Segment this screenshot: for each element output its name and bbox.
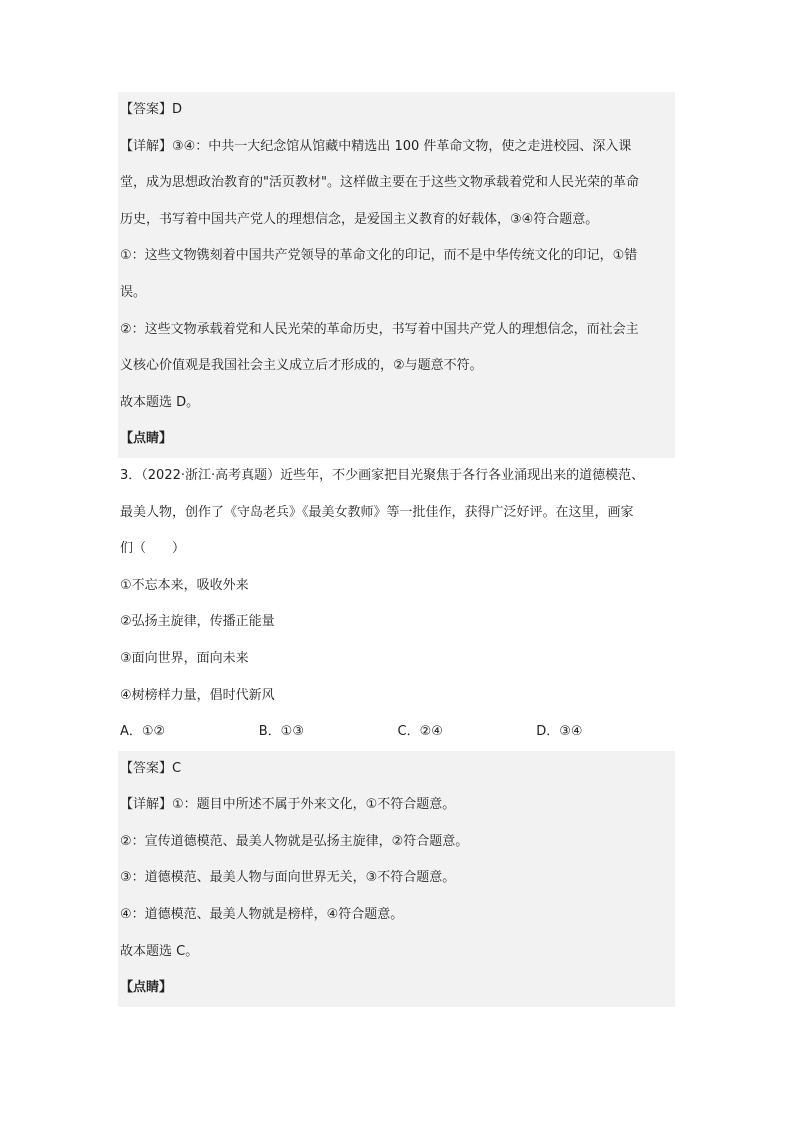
document-body [118, 92, 675, 1007]
question-item: ④树榜样力量，倡时代新风 [120, 687, 275, 703]
detail-text: ④：道德模范、最美人物就是榜样，④符合题意。 [118, 897, 675, 934]
question-stem: 最美人物，创作了《守岛老兵》《最美女教师》等一批佳作，获得广泛好评。在这里，画家 [120, 504, 634, 520]
detail-text: ①：这些文物镌刻着中国共产党领导的革命文化的印记，而不是中华传统文化的印记，①错 [118, 238, 675, 275]
question-stem: 3．（2022·浙江·高考真题）近些年，不少画家把目光聚焦于各行各业涌现出来的道德模范、 [120, 467, 645, 483]
detail-text: 误。 [118, 275, 675, 312]
question-item: ③面向世界，面向未来 [120, 650, 249, 666]
detail-text: 义核心价值观是我国社会主义成立后才形成的，②与题意不符。 [118, 348, 675, 385]
dianjing-label: 【点睛】 [118, 970, 675, 1007]
detail-text: ②：宣传道德模范、最美人物就是弘扬主旋律，②符合题意。 [118, 824, 675, 861]
answer-options [118, 714, 675, 751]
question-item: ②弘扬主旋律，传播正能量 [120, 614, 275, 630]
dianjing-label: 【点睛】 [118, 421, 675, 458]
answer-label: 【答案】C [118, 751, 675, 788]
question-item: ①不忘本来，吸收外来 [120, 577, 249, 593]
option-c: C．②④ [397, 724, 443, 740]
detail-text: 堂，成为思想政治教育的"活页教材"。这样做主要在于这些文物承载着党和人民光荣的革命 [118, 165, 675, 202]
answer-label: 【答案】D [118, 92, 675, 129]
option-a: A．①② [120, 724, 166, 740]
detail-text: 历史，书写着中国共产党人的理想信念，是爱国主义教育的好载体，③④符合题意。 [118, 202, 675, 239]
detail-text: 【详解】①：题目中所述不属于外来文化，①不符合题意。 [118, 787, 675, 824]
option-b: B．①③ [258, 724, 304, 740]
question-stem: 们（ ） [120, 541, 186, 557]
detail-text: 【详解】③④：中共一大纪念馆从馆藏中精选出 100 件革命文物，使之走进校园、深入课 [118, 129, 675, 166]
detail-text: ②：这些文物承载着党和人民光荣的革命历史，书写着中国共产党人的理想信念，而社会主 [118, 312, 675, 349]
conclusion-text: 故本题选 C。 [118, 934, 675, 971]
detail-text: ③：道德模范、最美人物与面向世界无关，③不符合题意。 [118, 860, 675, 897]
conclusion-text: 故本题选 D。 [118, 385, 675, 422]
option-d: D．③④ [536, 724, 583, 740]
